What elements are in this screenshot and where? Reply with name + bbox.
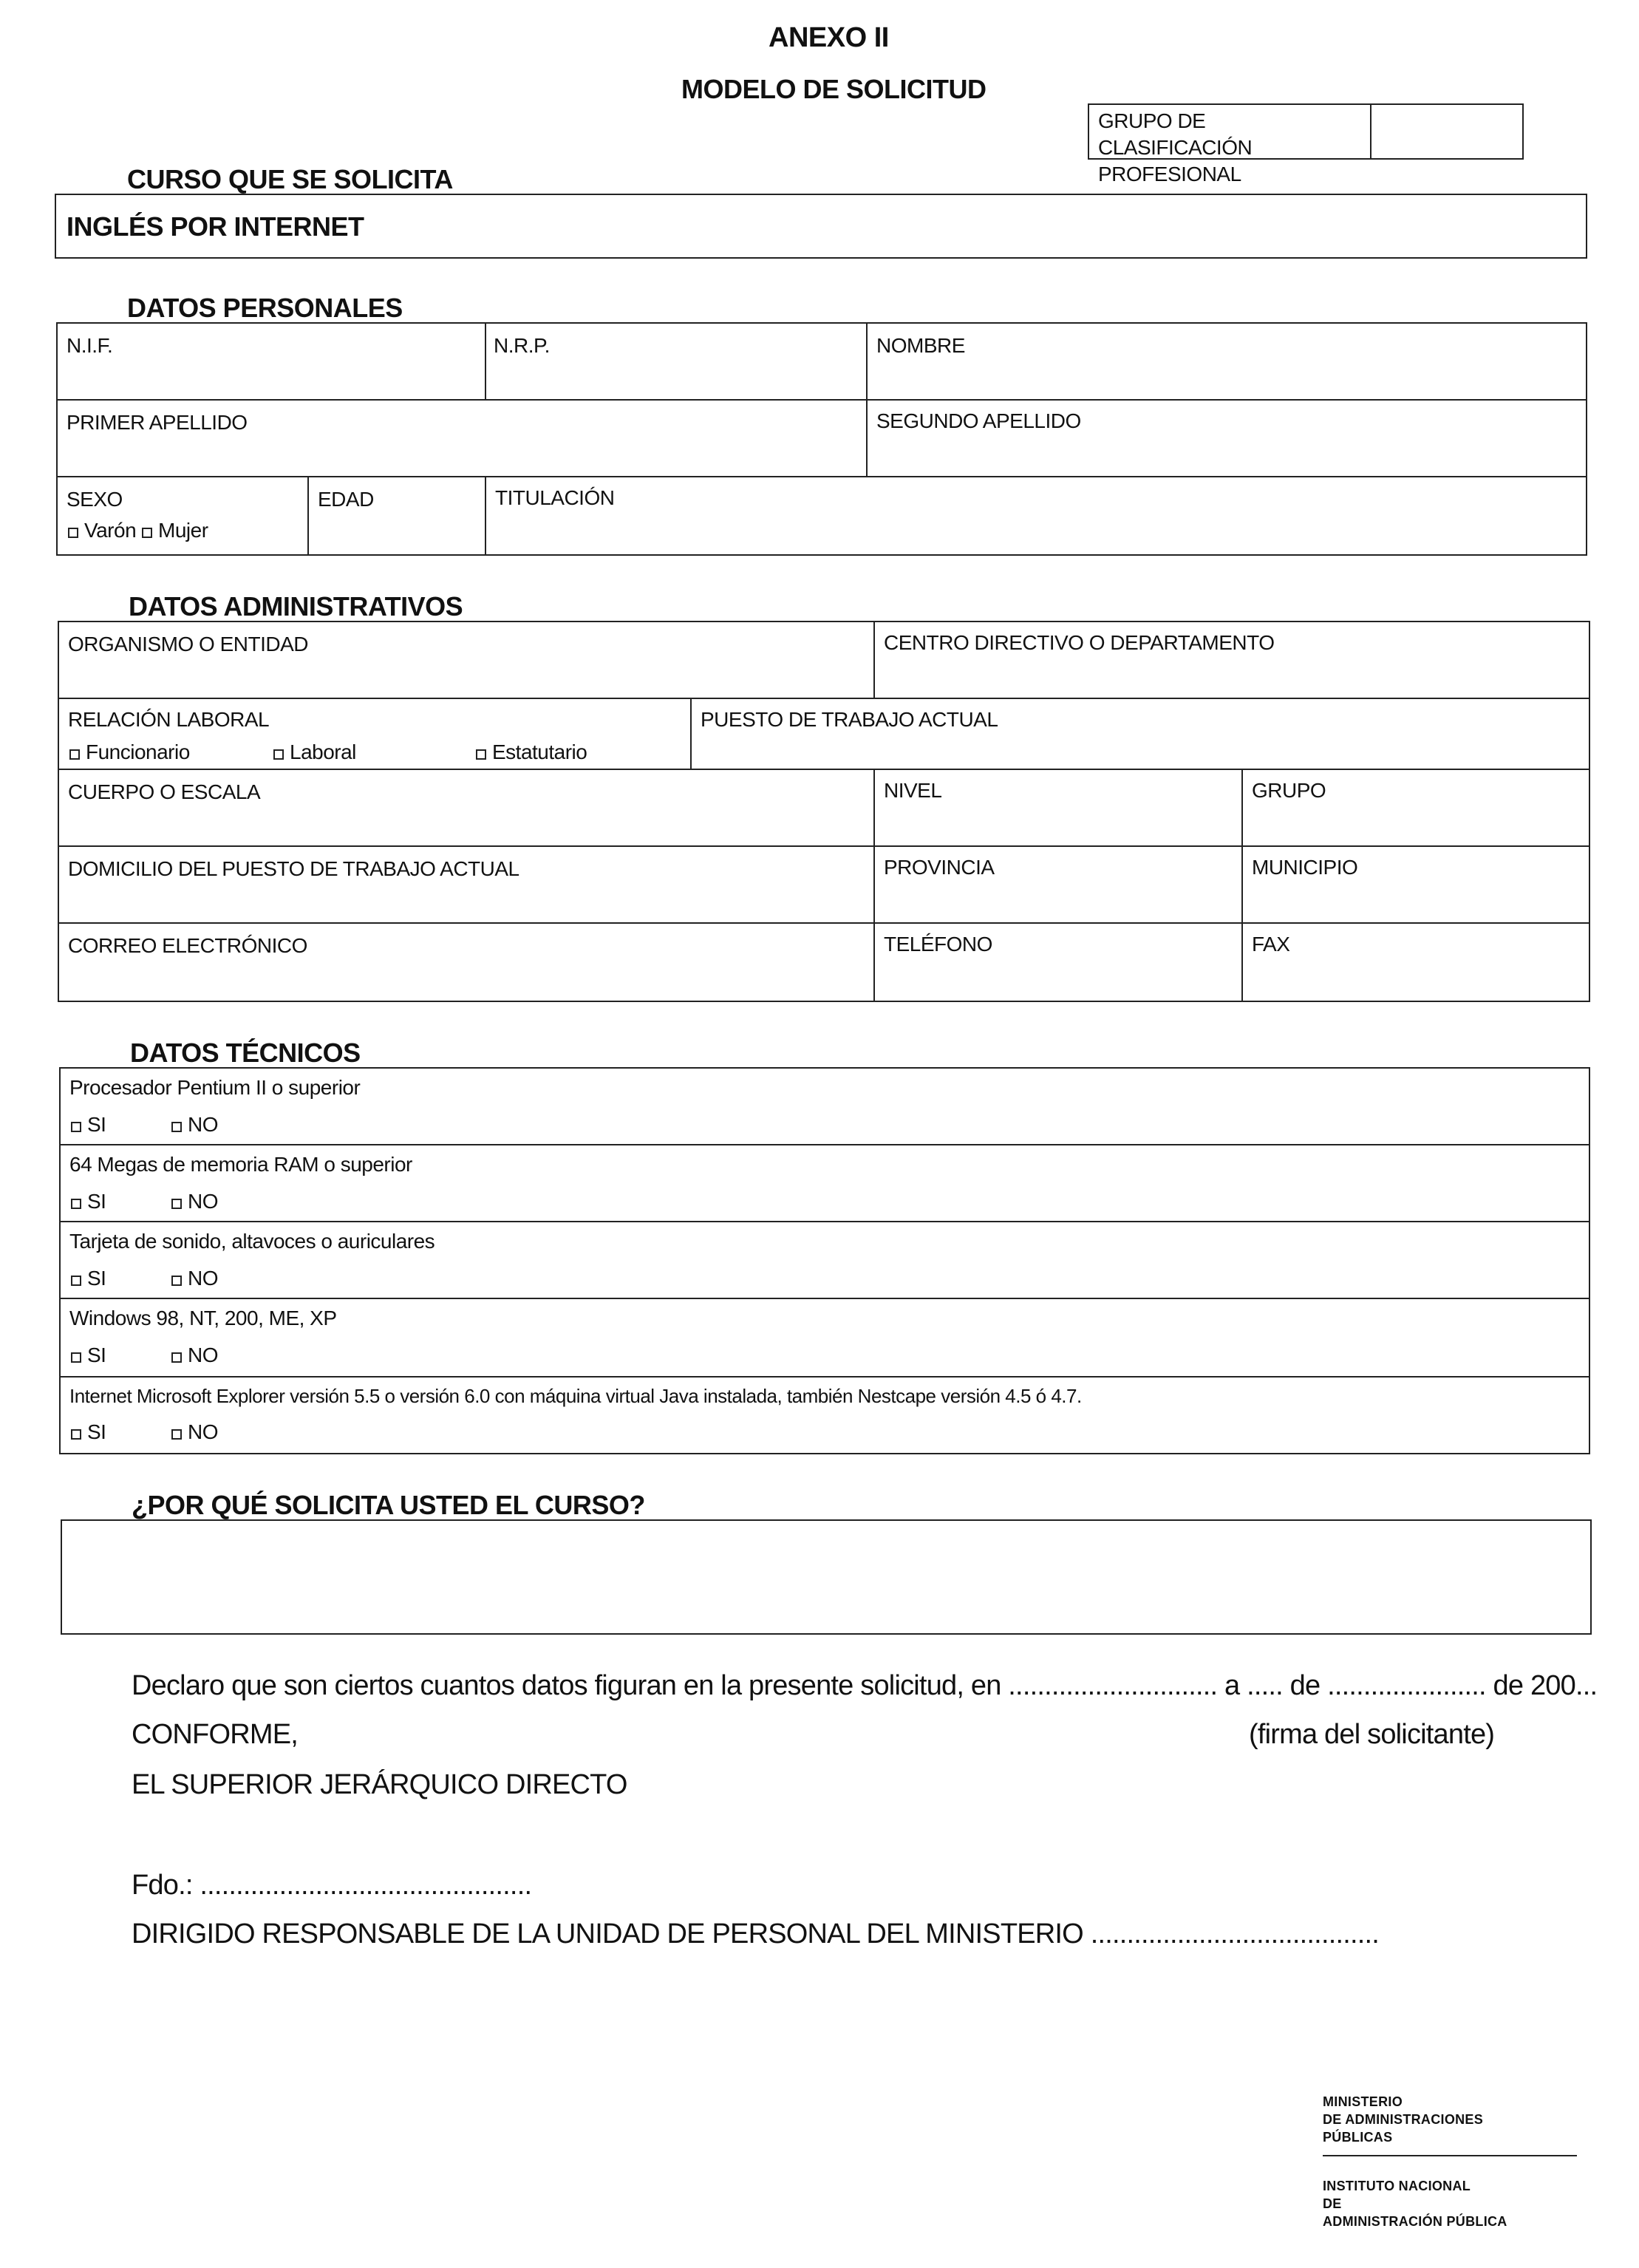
sexo-label: SEXO xyxy=(67,488,123,511)
nif-field[interactable]: N.I.F. xyxy=(67,334,113,357)
tech-item-label: Internet Microsoft Explorer versión 5.5 o versión 6.0 con máquina virtual Java instalada, también Nestcape versión 4.5 ó 4.7. xyxy=(69,1385,1082,1407)
organismo-field[interactable]: ORGANISMO O ENTIDAD xyxy=(68,633,308,655)
tech-item-no-option[interactable]: NO xyxy=(171,1344,218,1367)
tech-item-label: Windows 98, NT, 200, ME, XP xyxy=(69,1307,337,1329)
domicilio-field[interactable]: DOMICILIO DEL PUESTO DE TRABAJO ACTUAL xyxy=(68,857,519,880)
conforme-text: CONFORME, xyxy=(132,1719,299,1750)
provincia-field[interactable]: PROVINCIA xyxy=(884,856,995,879)
segundo-apellido-field[interactable]: SEGUNDO APELLIDO xyxy=(876,409,1081,432)
nrp-field[interactable]: N.R.P. xyxy=(494,334,550,357)
tech-item-label: Tarjeta de sonido, altavoces o auriculares xyxy=(69,1230,435,1253)
cuerpo-field[interactable]: CUERPO O ESCALA xyxy=(68,780,261,803)
annex-title: ANEXO II xyxy=(769,22,889,53)
edad-field[interactable]: EDAD xyxy=(318,488,374,511)
checkbox-icon xyxy=(71,1276,81,1286)
sexo-mujer-option[interactable]: Mujer xyxy=(142,519,208,542)
checkbox-icon xyxy=(171,1276,182,1286)
course-value: INGLÉS POR INTERNET xyxy=(67,211,364,242)
course-heading: CURSO QUE SE SOLICITA xyxy=(127,164,453,194)
relacion-funcionario-option[interactable]: Funcionario xyxy=(69,740,190,764)
checkbox-icon xyxy=(142,528,152,538)
puesto-field[interactable]: PUESTO DE TRABAJO ACTUAL xyxy=(701,708,998,731)
instituto-logo-text: INSTITUTO NACIONAL DE ADMINISTRACIÓN PÚBLICA xyxy=(1323,2179,1507,2229)
checkbox-icon xyxy=(68,528,78,538)
checkbox-icon xyxy=(71,1429,81,1440)
grupo-field[interactable]: GRUPO xyxy=(1252,779,1326,802)
ministerio-logo-text: MINISTERIO DE ADMINISTRACIONES PÚBLICAS xyxy=(1323,2094,1484,2145)
superior-text: EL SUPERIOR JERÁRQUICO DIRECTO xyxy=(132,1769,627,1800)
admin-heading: DATOS ADMINISTRATIVOS xyxy=(129,591,463,622)
relacion-label: RELACIÓN LABORAL xyxy=(68,708,270,731)
tech-item-label: Procesador Pentium II o superior xyxy=(69,1076,361,1099)
firma-solicitante-text: (firma del solicitante) xyxy=(1249,1719,1495,1750)
tech-item-no-option[interactable]: NO xyxy=(171,1420,218,1444)
group-classification-label: GRUPO DE CLASIFICACIÓN PROFESIONAL xyxy=(1098,109,1253,185)
checkbox-icon xyxy=(71,1122,81,1132)
logo-divider xyxy=(1323,2155,1577,2156)
centro-field[interactable]: CENTRO DIRECTIVO O DEPARTAMENTO xyxy=(884,631,1275,654)
fdo-text: Fdo.: .............................................. xyxy=(132,1870,532,1901)
declaration-text: Declaro que son ciertos cuantos datos figuran en la presente solicitud, en ............................. a ..... de ...................... de 200... xyxy=(132,1670,1598,1701)
tech-item-no-option[interactable]: NO xyxy=(171,1267,218,1290)
nombre-field[interactable]: NOMBRE xyxy=(876,334,965,357)
primer-apellido-field[interactable]: PRIMER APELLIDO xyxy=(67,411,248,434)
personal-table xyxy=(56,322,1587,556)
tech-item-label: 64 Megas de memoria RAM o superior xyxy=(69,1153,412,1176)
tech-item-yes-option[interactable]: SI xyxy=(71,1420,106,1444)
personal-heading: DATOS PERSONALES xyxy=(127,293,403,323)
titulacion-field[interactable]: TITULACIÓN xyxy=(495,486,615,509)
sexo-varon-option[interactable]: Varón xyxy=(68,519,136,542)
relacion-estatutario-option[interactable]: Estatutario xyxy=(476,740,587,764)
fax-field[interactable]: FAX xyxy=(1252,933,1290,956)
relacion-laboral-option[interactable]: Laboral xyxy=(273,740,356,764)
checkbox-icon xyxy=(69,749,80,760)
why-textarea[interactable] xyxy=(61,1519,1592,1635)
tech-item-no-option[interactable]: NO xyxy=(171,1190,218,1213)
why-heading: ¿POR QUÉ SOLICITA USTED EL CURSO? xyxy=(132,1490,645,1520)
checkbox-icon xyxy=(171,1429,182,1440)
telefono-field[interactable]: TELÉFONO xyxy=(884,933,992,956)
checkbox-icon xyxy=(71,1199,81,1209)
page-title: MODELO DE SOLICITUD xyxy=(681,74,987,104)
tech-item-no-option[interactable]: NO xyxy=(171,1113,218,1137)
dirigido-text: DIRIGIDO RESPONSABLE DE LA UNIDAD DE PERSONAL DEL MINISTERIO ........................................ xyxy=(132,1918,1380,1949)
tech-item-yes-option[interactable]: SI xyxy=(71,1113,106,1137)
tech-item-yes-option[interactable]: SI xyxy=(71,1344,106,1367)
correo-field[interactable]: CORREO ELECTRÓNICO xyxy=(68,934,307,957)
municipio-field[interactable]: MUNICIPIO xyxy=(1252,856,1358,879)
checkbox-icon xyxy=(71,1352,81,1363)
tech-heading: DATOS TÉCNICOS xyxy=(130,1038,361,1068)
checkbox-icon xyxy=(171,1352,182,1363)
checkbox-icon xyxy=(171,1199,182,1209)
nivel-field[interactable]: NIVEL xyxy=(884,779,942,802)
group-classification-field[interactable] xyxy=(1371,105,1522,158)
checkbox-icon xyxy=(273,749,284,760)
tech-item-yes-option[interactable]: SI xyxy=(71,1190,106,1213)
tech-item-yes-option[interactable]: SI xyxy=(71,1267,106,1290)
checkbox-icon xyxy=(171,1122,182,1132)
checkbox-icon xyxy=(476,749,486,760)
